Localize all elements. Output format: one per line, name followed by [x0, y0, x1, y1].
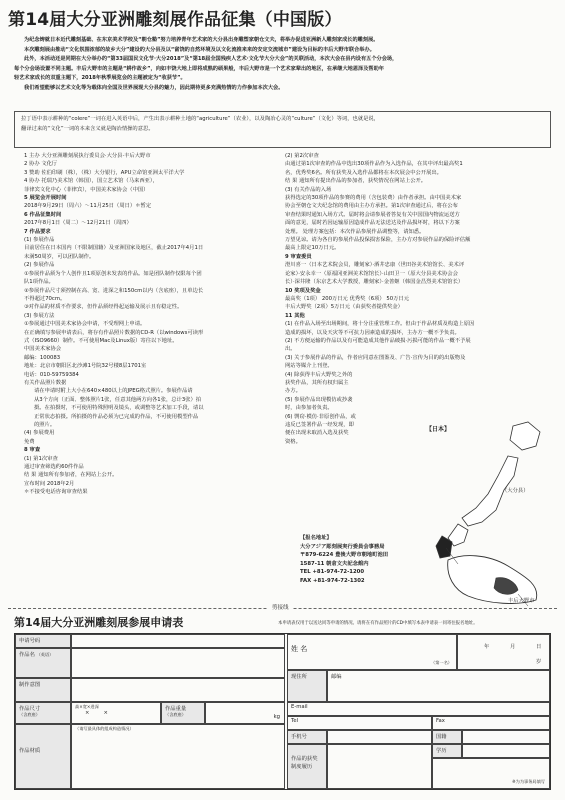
work-name-sub: （英语） [36, 652, 54, 657]
text-line: 有关作品照片数据 [24, 379, 67, 386]
text-line: (5) 参展作品出现模仿或抄袭 [285, 396, 353, 403]
text-line: (3) 参展方法 [24, 312, 55, 319]
prefecture-label: （大分县） [502, 488, 529, 494]
text-line: 违反已签署作品一经发现，即 [285, 422, 354, 428]
address-field[interactable] [327, 670, 550, 702]
text-line: (3) 关于参展作品的作品，作者应同意在图鉴及、广告·宣传为目的的出版物及 [285, 354, 466, 361]
text-line: ②参展作品尺寸须控制在高、宽、进深之和150cm以内（含底座），且单边长 [24, 287, 204, 294]
history-field[interactable] [327, 744, 432, 789]
text-line: (6) 剽窃·模仿·非原创作品，或 [285, 413, 356, 420]
text-line: 摄。在拍摄时，不可使用特殊照明及镜头，或调整等艺术加工手段，请以 [34, 405, 204, 412]
intro-paragraph: 每个分会场设置不同主题。丰后大野市的主题是“耕作故乡”，向如丰饶大地上即将成熟的硕果般，丰后大野市是一个艺术家辈出的地区，在承继大地恩泽及帮助年 [14, 65, 384, 72]
right-column [285, 152, 555, 446]
postal-label: 邮编 [331, 674, 342, 680]
text-line: ③对作品的材质不作要求，但作品须经得起运输及展示且有稳定性。 [24, 304, 183, 311]
address-line: 【报名地址】 [300, 535, 332, 541]
address-line: FAX +81-974-72-1302 [300, 577, 365, 584]
text-line: 最高上限定10万日元。 [285, 245, 340, 252]
text-line: (4) 除获得丰后大野奖之外的 [285, 371, 353, 378]
text-line: 在正确填写参展申请表后，将存有作品照片数据的CD-R（以windows可读形 [24, 329, 204, 336]
text-line: 3 赞助 佐伯印刷（株），（株）大分银行，APU立命馆亚洲太平洋大学 [24, 169, 185, 176]
form-title: 第14届大分亚洲雕刻展参展申请表 [14, 616, 184, 629]
tel-label: Tel [291, 718, 299, 724]
text-line: 10 奖项及奖金 [285, 287, 321, 294]
mobile-field[interactable] [327, 730, 432, 744]
application-form [14, 633, 551, 790]
text-line: 目前居住在日本国内（不限制国籍）及亚洲国家及地区，截止2017年4月1日 [24, 245, 204, 252]
text-line: 7 作品要求 [24, 228, 51, 235]
history-label [287, 744, 327, 789]
text-line: 面的意见，届时若因运输原因造成作品无法送达及作品损坏时，将以下方案 [285, 220, 460, 227]
text-line: 处理。 处理方案包括：本次作品参展作品调整等，请知悉。 [285, 228, 425, 235]
intent-label: 制作意图 [15, 678, 71, 702]
intro-paragraph: 我们希望能够以艺术文化等为载体向全国及世界展现大分县的魅力，因此期待更多充满热情的力作参加本次大会。 [24, 84, 284, 91]
text-line: 协会至朝仓文夫纪念馆的费用由主办方承担。第1次审查通过后，将在公布 [285, 203, 458, 210]
office-use-note: ※为为事务局填写 [512, 779, 545, 784]
intro-text [14, 36, 551, 94]
text-line: 从3个方向（正面、整体照片1张，任意其他两方向各1张，总计3张）拍 [34, 396, 202, 403]
text-line: 请在申请时附上大小在640×480以上的JPEG格式照片。参展作品请 [34, 388, 193, 395]
address-line: TEL +81-974-72-1200 [300, 569, 365, 576]
text-line: 资格。 [285, 438, 301, 445]
text-line: 办方。 [285, 388, 301, 395]
material-text: 作品材质 [19, 748, 41, 754]
note-line: 翻译过来的“文化”一词的本来含义就是陶冶情操的意思。 [21, 126, 154, 132]
note-line: 拉丁语中表示耕种的“colere”一词在进入英语中后，产生出表示耕种土地的“agriculture”（农业），以及陶冶心灵的“culture”（文化）等词，也就是说， [21, 116, 380, 122]
text-line: 9 审查委员 [285, 253, 312, 260]
text-line: 由通过第1次审查的作品中选出30项作品作为入选作品，在其中评出最高奖1 [285, 161, 463, 168]
page-title: 第14届大分亚洲雕刻展作品征集（中国版） [8, 10, 342, 30]
japan-label: 【日本】 [426, 426, 451, 433]
text-line: (1) 参展作品 [24, 237, 55, 244]
text-line: 宣布时间 2018年2月 [24, 480, 75, 487]
text-line: 论家）·安永幸一（原福冈亚洲美术馆馆长）·山田卫一（原大分县美术协会会 [285, 270, 458, 277]
text-line: 正常状态拍摄。所拍摄的作品必须为已完成的作品，不可使用模型作品 [34, 413, 199, 420]
text-line: 中国美术家协会 [24, 346, 62, 353]
text-line: 便在出现未取消入选及获奖 [285, 430, 349, 437]
education-field[interactable] [462, 744, 550, 758]
culture-note-box [14, 111, 551, 148]
text-line: 11 其他 [285, 312, 305, 319]
history-label-1: 作品的获奖 [291, 756, 318, 762]
text-line: 2017年8月1日（周二）～12月21日（周四） [24, 220, 132, 227]
text-line: 网站等媒介上刊登。 [285, 363, 333, 370]
weight-unit: kg [273, 714, 280, 720]
text-line: 获得选定的30项作品的参赛的费用（含包装费）由作者承担。由中国美术家 [285, 195, 462, 202]
text-line: (1) 在作品入场至出场期间，将十分注重管理工作。但由于作品材质及构造上原因 [285, 321, 475, 328]
size-dims-hint: 高×宽×进深 [75, 704, 99, 709]
address-line: 1587-11 朝倉文夫記念館内 [300, 560, 369, 567]
intent-field[interactable] [71, 678, 285, 702]
weight-sub: （含底座） [165, 712, 186, 717]
size-multiplier: ×× [85, 710, 122, 716]
work-name-label [15, 648, 71, 678]
text-line: (1) 第1次审查 [24, 455, 58, 462]
education-label: 学历 [432, 744, 462, 758]
text-line: ①参展作品须为个人创作且1项原创未发表的作品。如是团队制作仅限每个团 [24, 270, 202, 277]
text-line: (3) 有关作品的入场 [285, 186, 332, 193]
address-line: 大分アジア彫刻展実行委員会事務局 [300, 543, 385, 550]
work-name-field[interactable] [71, 648, 285, 678]
material-label [15, 724, 71, 789]
intro-paragraph: 此外，本活动还是同期在大分举办的“第33届国民文化节·大分2018”及“第18届全国残疾人艺术·文化节大分大会”的关联活动，本次大会在县内设有五个分会场， [24, 56, 398, 63]
text-line: 澄川喜一（日本艺术院会员，雕刻家）·酒井忠康（世田谷美术馆馆长、美术评 [285, 262, 465, 269]
text-line: 1 主办 大分亚洲雕刻展执行委员会·大分县·丰后大野市 [24, 153, 151, 159]
text-line: 8 审查 [24, 447, 41, 454]
office-use-field [432, 758, 550, 789]
nationality-field[interactable] [462, 730, 550, 744]
intro-paragraph: 本次雕刻展由推动“文化氛围浓郁的故乡大分”建设的大分县及以“富饶的自然环境及以文化流推来来的安定交流城市”建设为目标的丰后大野市联合举办。 [24, 46, 375, 53]
text-line: (4) 参展费用 [24, 430, 55, 437]
address-label: 现住所 [287, 670, 327, 702]
text-line: 地址：北京市朝阳区北沙滩1号院32号楼8层1701室 [24, 363, 147, 370]
text-line: 长）·深井隆（东京艺术大学教授，雕刻家）·金善姬（韩国金昌烈美术馆馆长） [285, 279, 464, 286]
text-line: 结 果 通知所有提出作品的参加者，获奖情况在网站上公开。 [285, 178, 427, 185]
year-label: 年 [484, 644, 490, 650]
text-line: 免费 [24, 438, 35, 445]
text-line: 丰后大野奖（2项）5万日元（由获奖者提供奖金） [285, 304, 403, 311]
app-no-label: 申请号码 [15, 634, 71, 648]
name-hint: （第一名） [431, 660, 452, 665]
email-field[interactable] [287, 702, 550, 716]
address-line: 〒879-6224 豊後大野市朝地町池田 [300, 552, 389, 559]
mobile-label: 手机号 [287, 730, 327, 744]
text-line: (2) 第2次审查 [285, 153, 319, 159]
nationality-label: 国籍 [432, 730, 462, 744]
text-line: 最高奖（1项） 200万日元 优秀奖（6项） 50万日元 [285, 295, 409, 302]
form-note: 本申请表仅用于以送达同等申请的情况。请将在有作品照片的CD中填写本表申请表一同寄往报名地址。 [278, 621, 478, 626]
text-line: 2018年9月29日（周六）～11月25日（周日）＊暂定 [24, 203, 152, 210]
text-line: 式（ISO9660）制作。不可使用Mac及Linux版）寄往以下地址。 [24, 337, 178, 344]
text-line: 审查结果时通知入场方式。届时将会请参展者答复有关中国国内物流运送方 [285, 211, 460, 218]
intro-paragraph: 轻艺术家成长的双重主题下，2018年秋季展览会的主题被定为“收获节”。 [14, 75, 186, 82]
text-line: 电话：010-59759384 [24, 371, 79, 378]
text-line: 2 协办 文化厅 [24, 161, 58, 168]
text-line: 6 作品征集时间 [24, 211, 62, 218]
birthdate-field[interactable] [457, 634, 550, 670]
weight-label [161, 702, 205, 724]
weight-field[interactable] [205, 702, 285, 724]
text-line: 队1项作品。 [24, 279, 54, 286]
text-line: ①参展通过中国美术家协会申请，不受理网上申请。 [24, 321, 146, 328]
size-label [15, 702, 71, 724]
left-column [14, 152, 276, 497]
text-line: 不得超过70cm。 [24, 295, 66, 302]
size-sub: （含底座） [19, 712, 40, 717]
month-label: 月 [510, 644, 516, 650]
size-field[interactable] [71, 702, 161, 724]
text-line: 获奖作品，其所有权归属主 [285, 379, 349, 386]
tel-field[interactable] [287, 716, 432, 730]
work-name-text: 作品名 [19, 652, 35, 658]
day-label: 日 [536, 644, 542, 650]
weight-text: 作品重量 [165, 706, 187, 712]
japan-map-icon [418, 418, 556, 608]
name-field[interactable] [287, 634, 457, 670]
material-field[interactable] [71, 724, 285, 789]
city-label: 丰后大野市 [508, 598, 535, 604]
text-line: 4 协办 托瑞乃美术馆（韩国），国立艺术馆（马来西亚）， [24, 178, 158, 185]
cut-label: 剪接线 [268, 603, 293, 611]
fax-field[interactable] [432, 716, 550, 730]
text-line: 5 展览会开展时间 [24, 195, 67, 202]
text-line: (2) 参展作品 [24, 262, 55, 269]
location-map [418, 418, 556, 608]
app-no-field[interactable] [71, 634, 285, 648]
text-line: 通过审查筛选约60件作品 [24, 464, 84, 471]
text-line: 结 果 通知所有参加者，在网站上公开。 [24, 472, 118, 479]
history-label-2: 制度履历 [291, 764, 313, 770]
size-text: 作品尺寸 [19, 706, 41, 712]
text-line: 万望见谅。请为各自的参展作品投保损害保险，主办方对参展作品的保险评估额 [285, 237, 471, 244]
text-line: 邮编：100083 [24, 354, 61, 361]
text-line: 的照片。 [34, 422, 56, 428]
fax-label: Fax [436, 718, 445, 724]
text-line: ＊不接受电话咨询审查结果 [24, 489, 88, 496]
text-line: 造成的损坏，以及天灾等不可抗力因素造成的损坏，主办方一概不予负责。 [285, 329, 460, 336]
name-label: 姓 名 [291, 645, 308, 653]
intro-paragraph: 为纪念铸就日本近代雕刻基础、在东京美术学校及“朝仓塾”努力培养青年艺术家的大分县出身雕塑家朝仓文夫，将举办促进亚洲新人雕刻家成长的雕刻展。 [24, 37, 379, 43]
text-line: (2) 不方便运输的作品以及有可能造成其他作品破损·污损可能的作品一概不予展 [285, 337, 471, 344]
material-hint: （请写最具体的组成构造情况） [75, 726, 134, 731]
address-block [300, 534, 420, 586]
age-label: 岁 [536, 659, 542, 665]
text-line: 菲律宾文化中心（菲律宾），中国美术家协会（中国） [24, 186, 149, 193]
text-line: 时，由参加者负责。 [285, 405, 333, 412]
text-line: 名，优秀奖6名。所有获奖及入选作品都将在本次展会中公开展出。 [285, 169, 442, 176]
email-label: E-mail [291, 704, 308, 710]
text-line: 未满50周岁，可以团队制作。 [24, 253, 95, 260]
text-line: 出。 [285, 346, 296, 353]
